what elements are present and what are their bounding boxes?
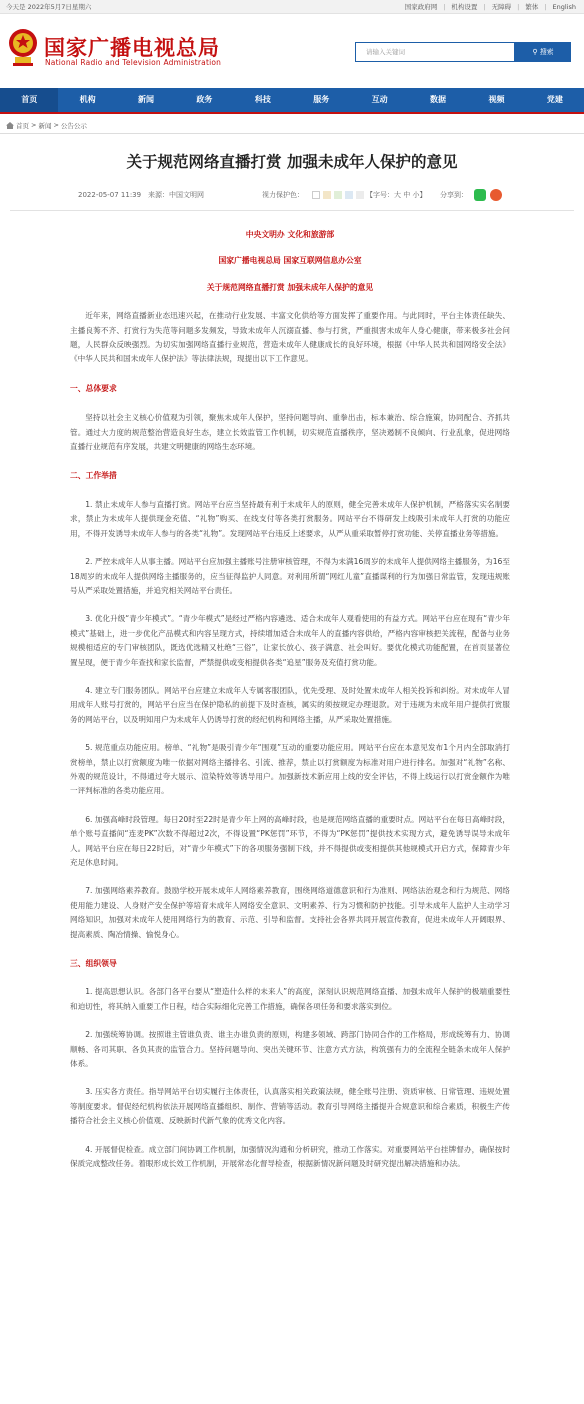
nav-item-data[interactable]: 数据 bbox=[430, 95, 447, 104]
issuer-line-1: 中央文明办 文化和旅游部 bbox=[245, 230, 335, 239]
site-header bbox=[0, 14, 584, 88]
current-date: 今天是 2022年5月7日星期六 bbox=[6, 3, 92, 11]
nav-item-service[interactable]: 服务 bbox=[313, 95, 330, 104]
nav-item-interact[interactable]: 互动 bbox=[371, 95, 388, 104]
paragraph-org-2: 2. 加强统筹协调。按照谁主管谁负责、谁主办谁负责的原则，构建多领域、跨部门协同合作的工作格局，形成统筹有力、协调顺畅、各司其职、各负其责的监管合力。坚持问题导向、突出关键环节、注意方式方法，构筑强有力的全流程全链条未成年人保护体系。 bbox=[70, 1030, 510, 1069]
article-date: 2022-05-07 11:39 bbox=[78, 191, 142, 199]
nav-item-org[interactable]: 机构 bbox=[79, 95, 96, 104]
eye-care-beige[interactable] bbox=[323, 191, 331, 199]
eye-care-blue[interactable] bbox=[345, 191, 353, 199]
section-heading-1: 一、总体要求 bbox=[70, 383, 117, 393]
article-title: 关于规范网络直播打赏 加强未成年人保护的意见 bbox=[126, 153, 458, 171]
top-link-traditional[interactable]: 繁体 bbox=[525, 3, 539, 11]
search-button-label: 搜索 bbox=[539, 48, 554, 56]
search-button[interactable] bbox=[515, 42, 571, 62]
article-subtitle: 关于规范网络直播打赏 加强未成年人保护的意见 bbox=[206, 282, 374, 292]
paragraph-measure-6: 6. 加强高峰时段管理。每日20时至22时是青少年上网的高峰时段，也是规范网络直播的重要时点。网站平台在每日高峰时段，单个账号直播间“连麦PK”次数不得超过2次，不得设置“PK惩罚”环节，不得为“PK惩罚”提供技术实现方式，避免诱导误导未成年人。网站平台应在每日22时后，对“青少年模式”下的各项服务强制下线，并不得提供或变相提供其他规模式开启方式，保障青少年充足休息时间。 bbox=[70, 814, 510, 867]
section-heading-3: 三、组织领导 bbox=[70, 959, 117, 969]
eye-care-white[interactable] bbox=[312, 191, 320, 199]
paragraph-measure-3: 3. 优化升级“青少年模式”。“青少年模式”是经过严格内容遴选、适合未成年人观看使用的有益方式。网站平台应在现有“青少年模式”基础上，进一步优化产品模式和内容呈现方式，持续增加适合未成年人的直播内容供给，严格内容审核把关流程，配备与业务规模相适应的专门审核团队，既选优选精又杜绝“三俗”，让家长放心、孩子满意、社会叫好。要优化模式功能配置，在首页显著位置呈现，便于青少年查找和家长监督，严禁提供或变相提供各类“追星”服务及充值打赏功能。 bbox=[70, 614, 510, 667]
breadcrumb-divider bbox=[0, 133, 584, 134]
nav-item-news[interactable]: 新闻 bbox=[138, 95, 155, 104]
paragraph-measure-7: 7. 加强网络素养教育。鼓励学校开展未成年人网络素养教育，围绕网络道德意识和行为准则、网络法治观念和行为规范、网络使用能力建设、人身财产安全保护等培育未成年人网络安全意识、文明素养、行为习惯和防护技能。引导未成年人监护人主动学习网络知识，加强对未成年人使用网络行为的教育、示范、引导和监督。支持社会各界共同开展宣传教育，促进未成年人开阔眼界、提高素质、陶冶情操、愉悦身心。 bbox=[70, 886, 510, 939]
top-bar bbox=[0, 0, 584, 14]
paragraph-org-1: 1. 提高思想认识。各部门各平台要从“塑造什么样的未来人”的高度，深刻认识规范网络直播、加强未成年人保护的极端重要性和迫切性，将其纳入重要工作日程，结合实际细化完善工作措施，确保各项任务和要求落实到位。 bbox=[70, 987, 510, 1011]
breadcrumb-news[interactable]: 新闻 bbox=[38, 121, 52, 130]
section-heading-2: 二、工作举措 bbox=[70, 471, 117, 481]
paragraph-measure-4: 4. 建立专门服务团队。网站平台应建立未成年人专属客服团队，优先受理、及时处置未成年人相关投诉和纠纷。对未成年人冒用成年人账号打赏的，网站平台应当在保护隐私的前提下及时查核，属实的须按规定办理退款。对于违规为未成年用户提供打赏服务的网站平台，以及明知用户为未成年人仍诱导打赏的经纪机构和网络主播，从严采取处置措施。 bbox=[70, 685, 510, 724]
font-size-control[interactable]: 【字号：大 中 小】 bbox=[366, 191, 427, 199]
meta-divider bbox=[10, 210, 574, 211]
paragraph-org-3: 3. 压实各方责任。指导网站平台切实履行主体责任，认真落实相关政策法规，健全账号注册、资质审核、日常管理、违规处置等制度要求。督促经纪机构依法开展网络直播组织、制作、营销等活动。教育引导网络主播提升合规意识和综合素质，积极生产传播符合社会主义核心价值观、反映新时代新气象的优秀文化内容。 bbox=[70, 1087, 510, 1126]
breadcrumb: 首页 > 新闻 > 公告公示 bbox=[6, 119, 87, 131]
national-emblem-icon bbox=[8, 27, 38, 67]
breadcrumb-current[interactable]: 公告公示 bbox=[60, 121, 87, 130]
site-subtitle: National Radio and Television Administration bbox=[45, 58, 222, 67]
top-link-accessibility[interactable]: 无障碍 bbox=[491, 3, 512, 11]
eye-care-green[interactable] bbox=[334, 191, 342, 199]
top-links: 国家政府网 | 机构设置 | 无障碍 | 繁体 | English bbox=[403, 0, 578, 14]
weibo-share-icon[interactable] bbox=[490, 189, 502, 201]
top-link-english[interactable]: English bbox=[552, 3, 576, 11]
nav-divider bbox=[0, 112, 584, 114]
article-body bbox=[70, 212, 510, 1172]
nav-item-video[interactable]: 视频 bbox=[488, 95, 505, 104]
paragraph-org-4: 4. 开展督促检查。成立部门间协调工作机制，加强情况沟通和分析研究，推动工作落实。对重要网站平台挂牌督办，确保按时保质完成整改任务。着眼形成长效工作机制，开展常态化督导检查，根据新情况新问题及时研究提出解决措施和办法。 bbox=[70, 1144, 510, 1169]
top-link-gov[interactable]: 国家政府网 bbox=[404, 3, 438, 11]
nav-item-gov[interactable]: 政务 bbox=[196, 95, 213, 104]
paragraph-measure-5: 5. 规范重点功能应用。榜单、“礼物”是吸引青少年“围观”互动的重要功能应用。网站平台应在本意见发布1个月内全部取消打赏榜单，禁止以打赏额度为唯一依据对网络主播排名、引流、推荐，禁止以打赏额度为标准对用户进行排名。加强对“礼物”名称、外观的规范设计，不得通过夸大展示、渲染特效等诱导用户。加强新技术新应用上线的安全评估，不得上线运行以打赏金额作为唯一评判标准的各类功能应用。 bbox=[70, 743, 510, 796]
breadcrumb-home[interactable]: 首页 bbox=[16, 121, 29, 130]
search-input[interactable]: 请输入关键词 bbox=[355, 42, 515, 62]
paragraph-intro: 近年来，网络直播新业态迅速兴起，在推动行业发展、丰富文化供给等方面发挥了重要作用。与此同时，平台主体责任缺失、主播良莠不齐、打赏行为失范等问题多发频发，导致未成年人沉溺直播、参与打赏，严重损害未成年人身心健康，带来极多社会问题，人民群众反映强烈。为切实加强网络直播行业规范，营造未成年人健康成长的良好环境，根据《中华人民共和国网络安全法》《中华人民共和国未成年人保护法》等法律法规，现提出以下工作意见。 bbox=[70, 311, 510, 364]
home-icon bbox=[6, 122, 14, 129]
nav-item-tech[interactable]: 科技 bbox=[254, 95, 271, 104]
search-icon: ⚲ bbox=[532, 48, 538, 56]
nav-item-party[interactable]: 党建 bbox=[546, 95, 563, 104]
paragraph-measure-2: 2. 严控未成年人从事主播。网站平台应加强主播账号注册审核管理，不得为未满16周岁的未成年人提供网络主播服务，为16至18周岁的未成年人提供网络主播服务的，应当征得监护人同意。对利用所谓“网红儿童”直播谋利的行为加强日常监管，发现违规账号从严采取处置措施，并追究相关网站平台责任。 bbox=[70, 557, 510, 595]
issuer-line-2: 国家广播电视总局 国家互联网信息办公室 bbox=[218, 256, 362, 266]
share-label: 分享到： bbox=[440, 191, 468, 199]
top-link-org[interactable]: 机构设置 bbox=[451, 3, 478, 11]
article-source: 来源：中国文明网 bbox=[148, 191, 204, 199]
site-title[interactable]: 国家广播电视总局 bbox=[44, 36, 220, 60]
paragraph-general: 坚持以社会主义核心价值观为引领，聚焦未成年人保护，坚持问题导向、重拳出击，标本兼治、综合施策，协同配合、齐抓共管。通过大力度的规范整治营造良好生态，建立长效监管工作机制，切实规范直播秩序，坚决遏制不良倾向、行业乱象，促进网络直播行业规范有序发展，共建文明健康的网络生态环境。 bbox=[70, 413, 510, 452]
nav-item-home[interactable]: 首页 bbox=[0, 88, 58, 112]
eye-care-gray[interactable] bbox=[356, 191, 364, 199]
eye-care-label: 视力保护色： bbox=[262, 191, 304, 199]
main-nav bbox=[0, 88, 584, 112]
paragraph-measure-1: 1. 禁止未成年人参与直播打赏。网站平台应当坚持最有利于未成年人的原则，健全完善未成年人保护机制，严格落实实名制要求，禁止为未成年人提供现金充值、“礼物”购买、在线支付等各类打赏服务。网站平台不得研发上线吸引未成年人打赏的功能应用，不得开发诱导未成年人参与的各类“礼物”。发现网站平台违反上述要求，从严从重采取暂停打赏功能、关停直播业务等措施。 bbox=[70, 499, 510, 538]
wechat-share-icon[interactable] bbox=[474, 189, 486, 201]
